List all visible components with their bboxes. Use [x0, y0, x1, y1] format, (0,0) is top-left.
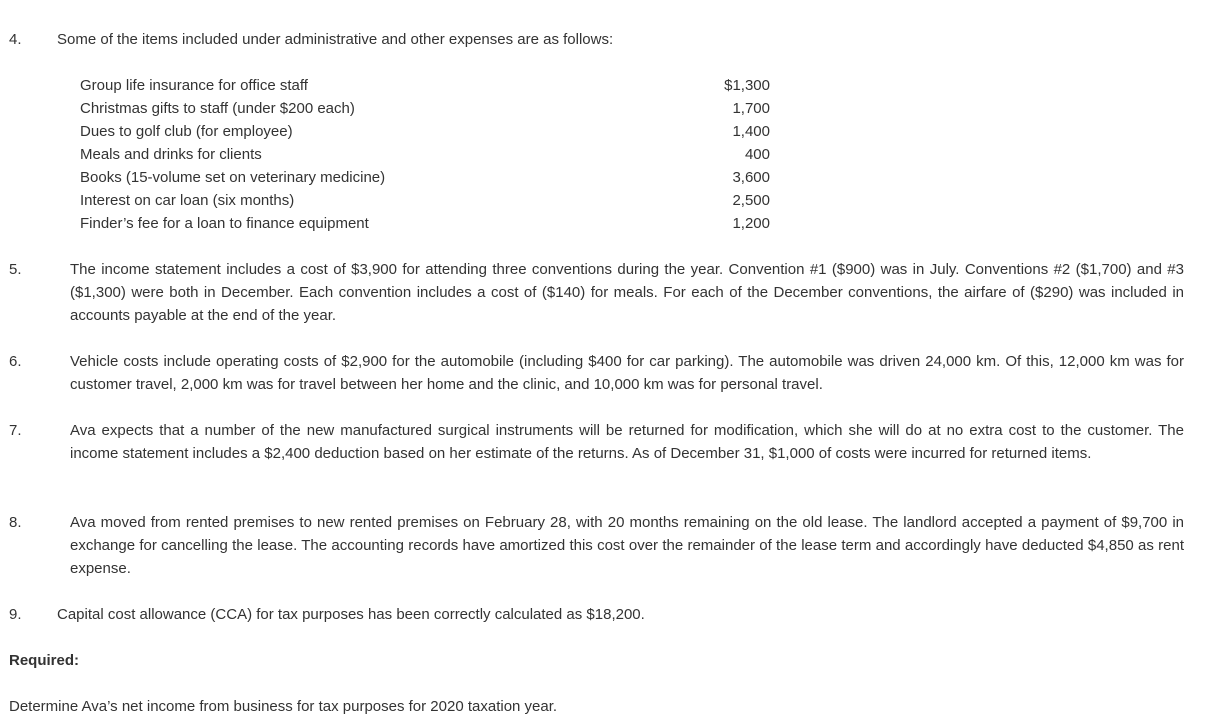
- question-text: Determine Ava’s net income from business for tax purposes for 2020 taxation year.: [9, 698, 558, 715]
- expense-amount: 1,200: [732, 215, 770, 232]
- expense-description: Finder’s fee for a loan to finance equipment: [80, 215, 369, 232]
- expense-description: Group life insurance for office staff: [80, 77, 308, 94]
- table-row: [80, 143, 770, 166]
- item-number: 9.: [9, 606, 22, 623]
- expense-amount: 3,600: [732, 169, 770, 186]
- table-row: [80, 120, 770, 143]
- item-text: Capital cost allowance (CCA) for tax purposes has been correctly calculated as $18,200.: [57, 606, 645, 623]
- expense-description: Christmas gifts to staff (under $200 each): [80, 100, 355, 117]
- table-row: [80, 74, 770, 97]
- expense-amount: 400: [744, 146, 770, 163]
- table-row: [80, 212, 770, 235]
- expense-amount: 2,500: [732, 192, 770, 209]
- required-heading: Required:: [9, 652, 80, 669]
- item-number: 5.: [9, 261, 22, 278]
- expense-description: Meals and drinks for clients: [80, 146, 262, 163]
- item-text: Ava moved from rented premises to new rented premises on February 28, with 20 months remaining on the old lease. The landlord accepted a payment of $9,700 in exchange for cancelling the lease. The accounting records have amortized this cost over the remainder of the lease term and accordingly have deducted $4,850 as rent expense.: [70, 514, 1184, 577]
- table-row: [80, 189, 770, 212]
- expense-description: Books (15-volume set on veterinary medicine): [80, 169, 386, 186]
- table-row: [80, 166, 770, 189]
- expense-table: [80, 74, 770, 235]
- expense-description: Interest on car loan (six months): [80, 192, 295, 209]
- item-number: 6.: [9, 353, 22, 370]
- item-text: Ava expects that a number of the new manufactured surgical instruments will be returned for modification, which she will do at no extra cost to the customer. The income statement includes a $2,400 deduction based on her estimate of the returns. As of December 31, $1,000 of costs were incurred for returned items.: [70, 422, 1184, 462]
- expense-amount: 1,400: [732, 123, 770, 140]
- table-row: [80, 97, 770, 120]
- item-number: 7.: [9, 422, 22, 439]
- expense-description: Dues to golf club (for employee): [80, 123, 293, 140]
- item-text: Some of the items included under administrative and other expenses are as follows:: [57, 31, 614, 48]
- expense-amount: 1,700: [732, 100, 770, 117]
- item-number: 4.: [9, 31, 22, 48]
- item-text: Vehicle costs include operating costs of $2,900 for the automobile (including $400 for car parking). The automobile was driven 24,000 km. Of this, 12,000 km was for customer travel, 2,000 km was for travel between her home and the clinic, and 10,000 km was for personal travel.: [70, 353, 1184, 393]
- item-text: The income statement includes a cost of $3,900 for attending three conventions during the year. Convention #1 ($900) was in July. Conventions #2 ($1,700) and #3 ($1,300) were both in December. Each convention includes a cost of ($140) for meals. For each of the December conventions, the airfare of ($290) was included in accounts payable at the end of the year.: [70, 261, 1184, 324]
- expense-amount: $1,300: [724, 77, 770, 94]
- item-number: 8.: [9, 514, 22, 531]
